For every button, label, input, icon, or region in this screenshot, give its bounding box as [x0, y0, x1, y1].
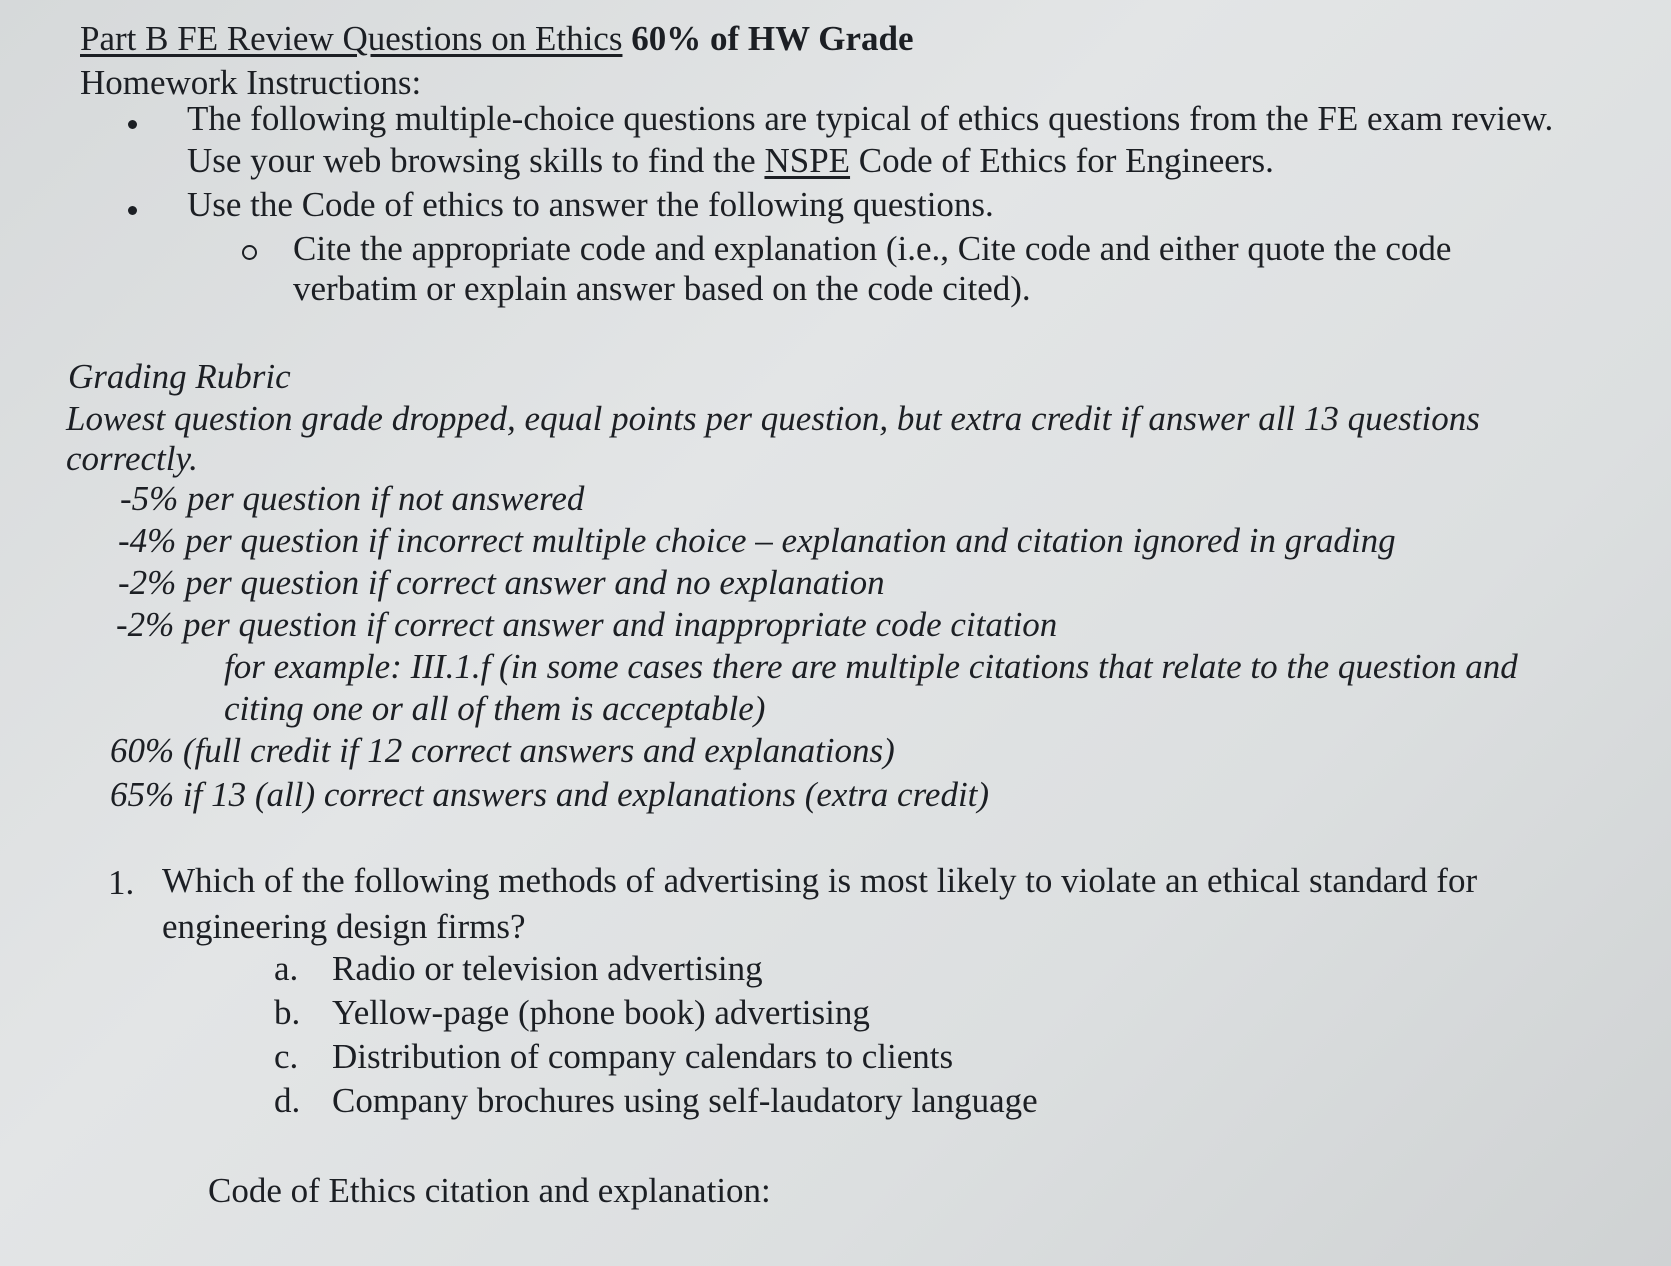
option-c: [274, 1036, 953, 1078]
question-text-line-1: Which of the following methods of advertising is most likely to violate an ethical standard for: [162, 861, 1478, 900]
rubric-item-4: -2% per question if correct answer and inappropriate code citation: [116, 605, 1058, 644]
option-letter: c.: [274, 1037, 299, 1076]
title-weight: 60% of HW Grade: [631, 19, 914, 58]
instruction-bullet-1-line-1: The following multiple-choice questions are typical of ethics questions from the FE exam review.: [187, 99, 1554, 138]
bullet-icon: [128, 120, 137, 129]
title-part: Part B FE Review Questions on Ethics: [80, 19, 623, 58]
instruction-text: Use your web browsing skills to find the: [187, 141, 765, 180]
question-number: 1.: [108, 863, 135, 902]
option-a: [274, 948, 763, 990]
option-d: [274, 1080, 1038, 1122]
rubric-item-3: -2% per question if correct answer and no explanation: [118, 563, 885, 602]
option-text: Radio or television advertising: [332, 949, 763, 988]
rubric-intro-line-2: correctly.: [66, 439, 198, 478]
rubric-item-2: -4% per question if incorrect multiple choice – explanation and citation ignored in grading: [118, 521, 1396, 560]
nspe-link: NSPE: [764, 141, 851, 180]
rubric-example-line-1: for example: III.1.f (in some cases there are multiple citations that relate to the question and: [224, 647, 1518, 686]
option-letter: b.: [274, 993, 301, 1032]
rubric-title: Grading Rubric: [68, 357, 291, 396]
bullet-icon: [128, 206, 137, 215]
sub-bullet-icon: [242, 245, 257, 260]
option-b: [274, 992, 870, 1034]
rubric-intro-line-1: Lowest question grade dropped, equal points per question, but extra credit if answer all 13 questions: [66, 399, 1480, 438]
option-letter: d.: [274, 1081, 301, 1120]
question-text-line-2: engineering design firms?: [162, 907, 526, 946]
page-title: [80, 18, 913, 60]
rubric-extra-credit: 65% if 13 (all) correct answers and explanations (extra credit): [110, 775, 990, 814]
rubric-example-line-2: citing one or all of them is acceptable): [224, 689, 766, 728]
instruction-text: Code of Ethics for Engineers.: [850, 141, 1274, 180]
option-letter: a.: [274, 949, 299, 988]
citation-label: Code of Ethics citation and explanation:: [208, 1171, 771, 1210]
option-text: Company brochures using self-laudatory language: [332, 1081, 1038, 1120]
instructions-heading: Homework Instructions:: [80, 63, 422, 102]
option-text: Distribution of company calendars to clients: [332, 1037, 954, 1076]
instruction-bullet-2: Use the Code of ethics to answer the following questions.: [187, 185, 994, 224]
instruction-bullet-1-line-2: [187, 140, 1274, 182]
rubric-full-credit: 60% (full credit if 12 correct answers and explanations): [110, 731, 895, 770]
instruction-sub-line-2: verbatim or explain answer based on the code cited).: [293, 269, 1031, 308]
option-text: Yellow-page (phone book) advertising: [332, 993, 870, 1032]
rubric-item-1: -5% per question if not answered: [120, 479, 585, 518]
instruction-sub-line-1: Cite the appropriate code and explanation (i.e., Cite code and either quote the code: [293, 229, 1452, 268]
